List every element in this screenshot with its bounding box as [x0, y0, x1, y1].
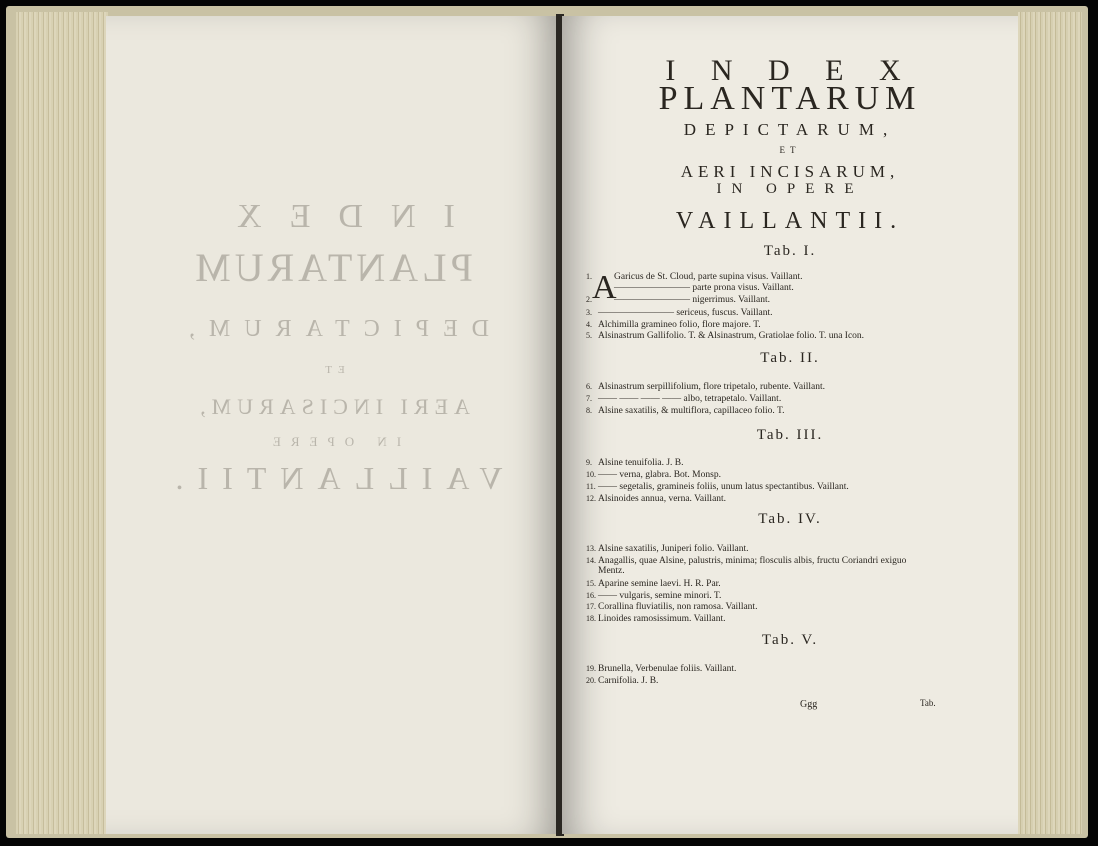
left-page-edges	[16, 12, 108, 834]
index-entry: 14. Anagallis, quae Alsine, palustris, minima; flosculis albis, fructu Coriandri exiguo	[586, 556, 907, 566]
title-vaillantii: VAILLANTII.	[675, 208, 905, 234]
index-entry: 2. ———————— nigerrimus. Vaillant.	[586, 295, 771, 305]
section-tab-1: Tab. I.	[763, 243, 817, 259]
catchword: Tab.	[920, 698, 936, 708]
index-entry: 7. —— —— —— —— albo, tetrapetalo. Vaillant.	[586, 394, 782, 404]
index-entry: 8. Alsine saxatilis, & multiflora, capillaceo folio. T.	[586, 406, 785, 416]
index-entry: 11. —— segetalis, gramineis foliis, unum latus spectantibus. Vaillant.	[586, 482, 849, 492]
title-et: ET	[779, 145, 801, 155]
index-entry: Mentz.	[598, 566, 625, 576]
index-entry: 1. Garicus de St. Cloud, parte supina visus. Vaillant.	[586, 272, 803, 282]
index-entry: 16. —— vulgaris, semine minori. T.	[586, 591, 722, 601]
index-entry: 18. Linoides ramosissimum. Vaillant.	[586, 614, 726, 624]
right-page	[562, 16, 1018, 834]
index-entry: ———————— parte prona visus. Vaillant.	[614, 283, 794, 293]
left-page	[106, 16, 558, 834]
section-tab-5: Tab. V.	[761, 632, 819, 648]
section-tab-4: Tab. IV.	[758, 511, 822, 527]
index-entry: 4. Alchimilla gramineo folio, flore majore. T.	[586, 320, 761, 330]
ghost-line-plantarum: PLANTARUM	[191, 245, 473, 290]
ghost-line-depictarum: DEPICTARUM,	[174, 316, 490, 342]
index-entry: 13. Alsine saxatilis, Juniperi folio. Vaillant.	[586, 544, 749, 554]
ghost-line-aeri: AERI INCISARUM,	[194, 394, 470, 419]
index-entry: 20. Carnifolia. J. B.	[586, 676, 659, 686]
index-entry: 19. Brunella, Verbenulae foliis. Vaillant.	[586, 664, 737, 674]
title-depictarum: DEPICTARUM,	[683, 120, 897, 139]
index-entry: 9. Alsine tenuifolia. J. B.	[586, 458, 684, 468]
index-entry: 10. —— verna, glabra. Bot. Monsp.	[586, 470, 721, 480]
section-tab-3: Tab. III.	[756, 427, 824, 443]
title-index: I N D E X	[665, 54, 915, 87]
ghost-line-vaillantii: VAILLANTII.	[161, 460, 503, 496]
index-entry: 17. Corallina fluviatilis, non ramosa. Vaillant.	[586, 602, 758, 612]
ghost-line-et: ET	[319, 364, 345, 376]
index-entry: 12. Alsinoides annua, verna. Vaillant.	[586, 494, 727, 504]
index-entry: 5. Alsinastrum Gallifolio. T. & Alsinastrum, Gratiolae folio. T. una Icon.	[586, 331, 865, 341]
index-entry: 15. Aparine semine laevi. H. R. Par.	[586, 579, 721, 589]
index-entry: 3. ———————— sericeus, fuscus. Vaillant.	[586, 308, 773, 318]
title-aeri-incisarum: AERI INCISARUM,	[680, 162, 900, 181]
title-plantarum: PLANTARUM	[658, 80, 922, 117]
decorated-initial: A	[592, 269, 617, 306]
signature-mark: Ggg	[800, 699, 818, 710]
title-in-opere: IN OPERE	[716, 181, 864, 197]
ghost-line-index: INDEX	[209, 198, 455, 235]
right-page-edges	[1018, 12, 1082, 834]
section-tab-2: Tab. II.	[760, 350, 820, 366]
index-entry: 6. Alsinastrum serpillifolium, flore tripetalo, rubente. Vaillant.	[586, 382, 825, 392]
ghost-line-in-opere: IN OPERE	[262, 434, 402, 449]
